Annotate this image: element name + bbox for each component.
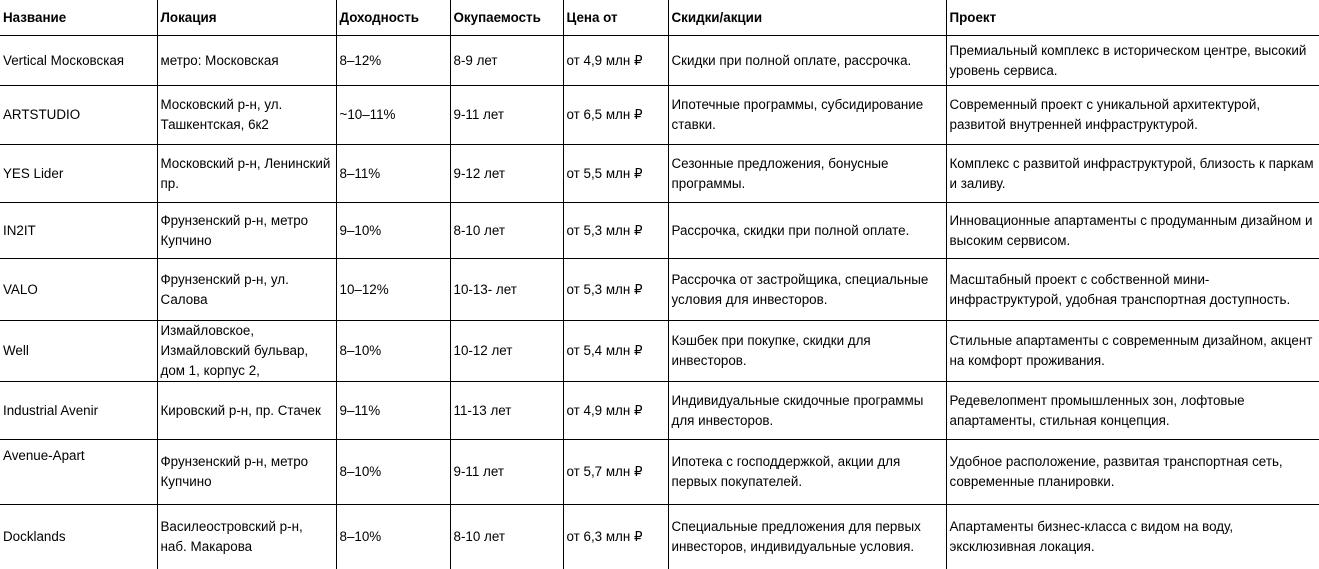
- cell-price: от 5,4 млн ₽: [563, 321, 668, 382]
- cell-payback: 8-9 лет: [450, 36, 563, 86]
- cell-payback: 8-10 лет: [450, 505, 563, 569]
- header-name: Название: [0, 0, 157, 36]
- cell-price: от 6,3 млн ₽: [563, 505, 668, 569]
- cell-discounts: Ипотека с господдержкой, акции для первых покупателей.: [668, 440, 946, 505]
- cell-name: Vertical Московская: [0, 36, 157, 86]
- cell-yield: 8–10%: [336, 505, 450, 569]
- cell-price: от 5,3 млн ₽: [563, 259, 668, 321]
- cell-project: Премиальный комплекс в историческом центре, высокий уровень сервиса.: [946, 36, 1319, 86]
- cell-price: от 5,5 млн ₽: [563, 145, 668, 203]
- cell-location: Измайловское, Измайловский бульвар, дом 1, корпус 2,: [157, 321, 336, 382]
- cell-name: Docklands: [0, 505, 157, 569]
- cell-price: от 4,9 млн ₽: [563, 382, 668, 440]
- cell-name: VALO: [0, 259, 157, 321]
- cell-project: Масштабный проект с собственной мини-инфраструктурой, удобная транспортная доступность.: [946, 259, 1319, 321]
- header-yield: Доходность: [336, 0, 450, 36]
- cell-price: от 5,3 млн ₽: [563, 203, 668, 259]
- cell-location: Кировский р-н, пр. Стачек: [157, 382, 336, 440]
- table-row: [0, 321, 1319, 382]
- cell-location: Московский р-н, Ленинский пр.: [157, 145, 336, 203]
- header-price: Цена от: [563, 0, 668, 36]
- cell-name: Avenue-Apart: [0, 440, 157, 505]
- cell-yield: 8–10%: [336, 440, 450, 505]
- cell-yield: 9–10%: [336, 203, 450, 259]
- cell-discounts: Рассрочка от застройщика, специальные условия для инвесторов.: [668, 259, 946, 321]
- cell-project: Современный проект с уникальной архитектурой, развитой внутренней инфраструктурой.: [946, 86, 1319, 145]
- cell-location: метро: Московская: [157, 36, 336, 86]
- cell-name: IN2IT: [0, 203, 157, 259]
- cell-location: Василеостровский р-н, наб. Макарова: [157, 505, 336, 569]
- header-row: [0, 0, 1319, 36]
- cell-discounts: Сезонные предложения, бонусные программы.: [668, 145, 946, 203]
- cell-payback: 9-12 лет: [450, 145, 563, 203]
- cell-yield: ~10–11%: [336, 86, 450, 145]
- cell-project: Комплекс с развитой инфраструктурой, близость к паркам и заливу.: [946, 145, 1319, 203]
- cell-location: Московский р-н, ул. Ташкентская, 6к2: [157, 86, 336, 145]
- cell-payback: 8-10 лет: [450, 203, 563, 259]
- header-location: Локация: [157, 0, 336, 36]
- cell-yield: 8–11%: [336, 145, 450, 203]
- cell-discounts: Индивидуальные скидочные программы для инвесторов.: [668, 382, 946, 440]
- table-row: [0, 145, 1319, 203]
- cell-discounts: Кэшбек при покупке, скидки для инвесторов.: [668, 321, 946, 382]
- table-row: [0, 259, 1319, 321]
- cell-discounts: Ипотечные программы, субсидирование ставки.: [668, 86, 946, 145]
- cell-name: Industrial Avenir: [0, 382, 157, 440]
- cell-price: от 5,7 млн ₽: [563, 440, 668, 505]
- cell-name: YES Lider: [0, 145, 157, 203]
- cell-location: Фрунзенский р-н, ул. Салова: [157, 259, 336, 321]
- cell-payback: 9-11 лет: [450, 86, 563, 145]
- cell-yield: 8–10%: [336, 321, 450, 382]
- cell-payback: 10-13- лет: [450, 259, 563, 321]
- cell-project: Стильные апартаменты с современным дизайном, акцент на комфорт проживания.: [946, 321, 1319, 382]
- table-row: [0, 86, 1319, 145]
- table-row: [0, 505, 1319, 569]
- header-payback: Окупаемость: [450, 0, 563, 36]
- table-row: [0, 440, 1319, 505]
- cell-project: Инновационные апартаменты с продуманным дизайном и высоким сервисом.: [946, 203, 1319, 259]
- cell-project: Редевелопмент промышленных зон, лофтовые апартаменты, стильная концепция.: [946, 382, 1319, 440]
- cell-yield: 10–12%: [336, 259, 450, 321]
- table-row: [0, 382, 1319, 440]
- cell-discounts: Рассрочка, скидки при полной оплате.: [668, 203, 946, 259]
- header-project: Проект: [946, 0, 1319, 36]
- cell-price: от 6,5 млн ₽: [563, 86, 668, 145]
- cell-location: Фрунзенский р-н, метро Купчино: [157, 440, 336, 505]
- cell-name: ARTSTUDIO: [0, 86, 157, 145]
- header-discounts: Скидки/акции: [668, 0, 946, 36]
- cell-project: Удобное расположение, развитая транспортная сеть, современные планировки.: [946, 440, 1319, 505]
- cell-yield: 8–12%: [336, 36, 450, 86]
- cell-project: Апартаменты бизнес-класса с видом на воду, эксклюзивная локация.: [946, 505, 1319, 569]
- cell-price: от 4,9 млн ₽: [563, 36, 668, 86]
- cell-location: Фрунзенский р-н, метро Купчино: [157, 203, 336, 259]
- cell-discounts: Специальные предложения для первых инвесторов, индивидуальные условия.: [668, 505, 946, 569]
- table-row: [0, 36, 1319, 86]
- cell-yield: 9–11%: [336, 382, 450, 440]
- cell-discounts: Скидки при полной оплате, рассрочка.: [668, 36, 946, 86]
- cell-payback: 10-12 лет: [450, 321, 563, 382]
- cell-name: Well: [0, 321, 157, 382]
- cell-payback: 11-13 лет: [450, 382, 563, 440]
- cell-payback: 9-11 лет: [450, 440, 563, 505]
- table-row: [0, 203, 1319, 259]
